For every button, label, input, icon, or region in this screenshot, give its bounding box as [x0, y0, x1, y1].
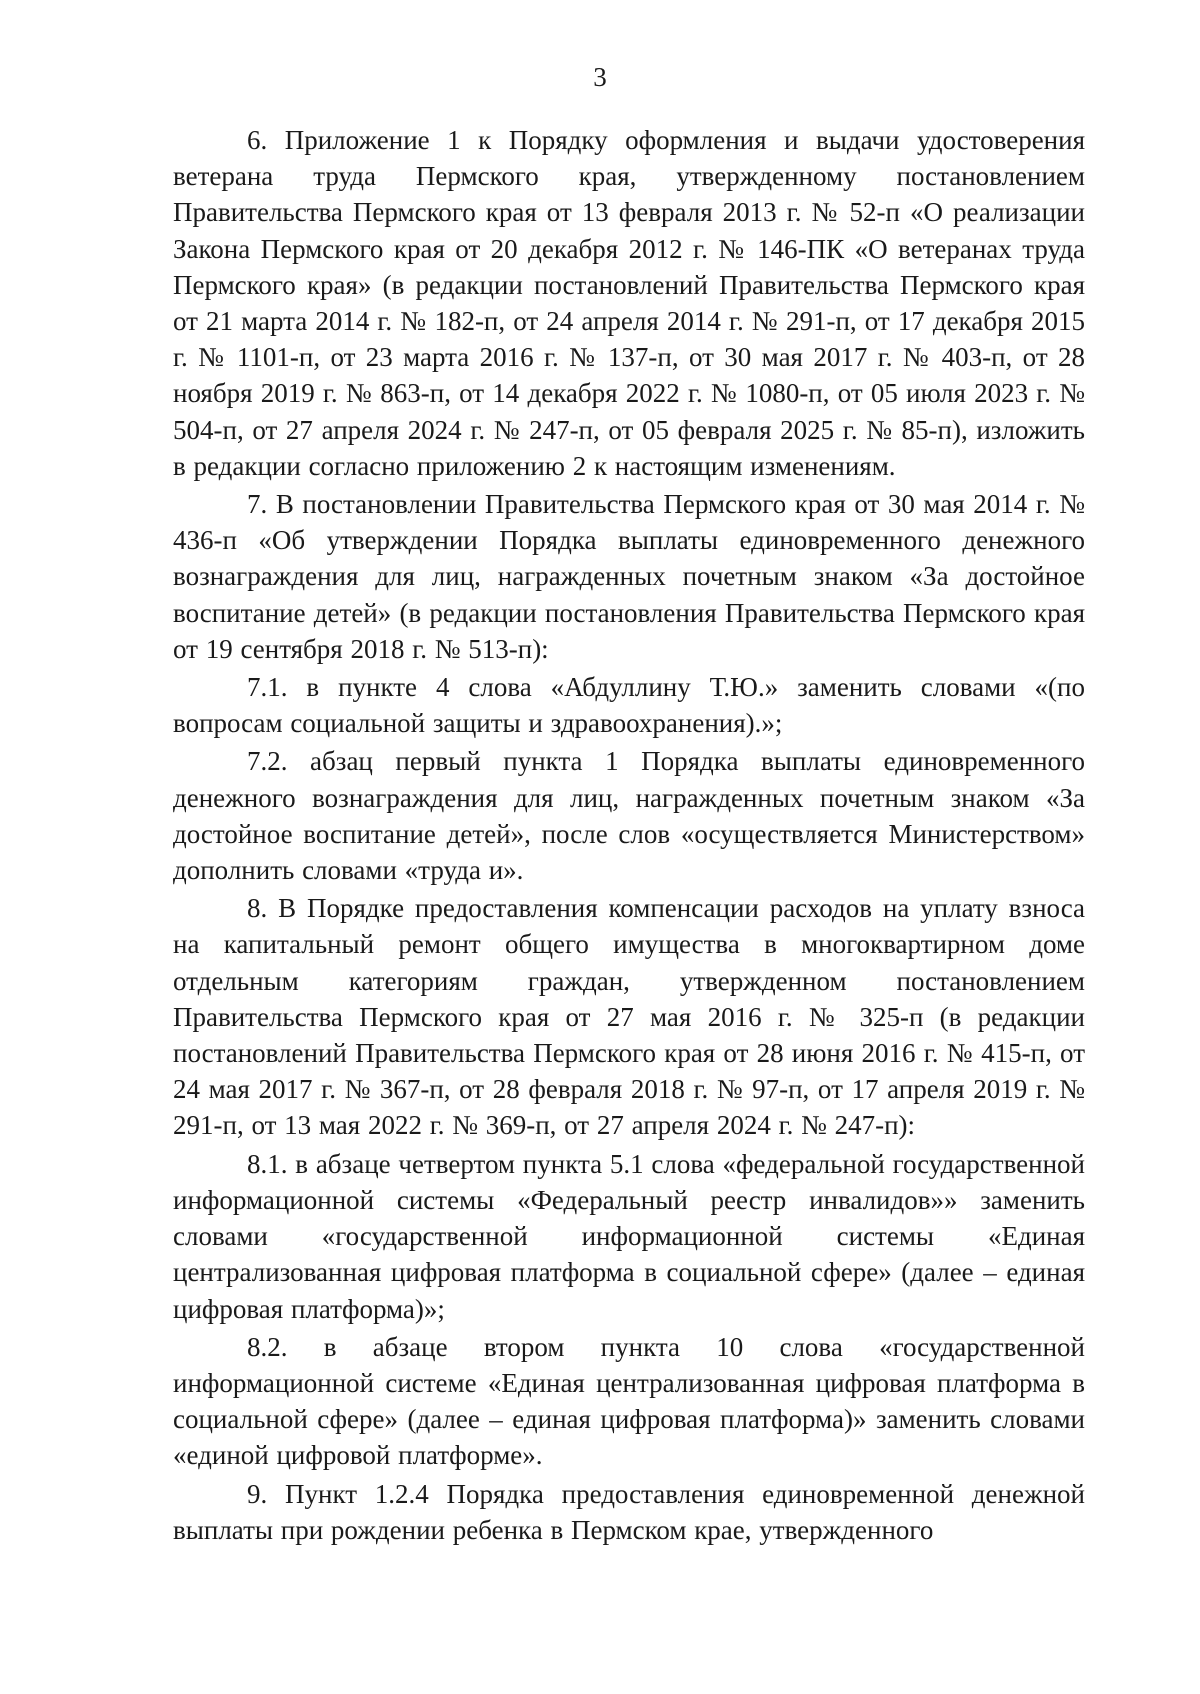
paragraph-9: 9. Пункт 1.2.4 Порядка предоставления единовременной денежной выплаты при рождении ребенка в Пермском крае, утвержденного [173, 1478, 1085, 1545]
paragraph-8-1: 8.1. в абзаце четвертом пункта 5.1 слова «федеральной государственной информационной системы «Федеральный реестр инвалидов»» заменить словами «государственной информационной системы «Единая централизованная цифровая платформа в социальной сфере» (далее – единая цифровая платформа)»; [173, 1148, 1085, 1324]
paragraph-7-2: 7.2. абзац первый пункта 1 Порядка выплаты единовременного денежного вознаграждения для лиц, награжденных почетным знаком «За достойное воспитание детей», после слов «осуществляется Министерством» дополнить словами «труда и». [173, 746, 1085, 886]
paragraph-8-2: 8.2. в абзаце втором пункта 10 слова «государственной информационной системе «Единая централизованная цифровая платформа в социальной сфере» (далее – единая цифровая платформа)» заменить словами «единой цифровой платформе». [173, 1331, 1085, 1471]
paragraph-8: 8. В Порядке предоставления компенсации расходов на уплату взноса на капитальный ремонт общего имущества в многоквартирном доме отдельным категориям граждан, утвержденном постановлением Правительства Пермского края от 27 мая 2016 г. № 325-п (в редакции постановлений Правительства Пермского края от 28 июня 2016 г. № 415-п, от 24 мая 2017 г. № 367-п, от 28 февраля 2018 г. № 97-п, от 17 апреля 2019 г. № 291-п, от 13 мая 2022 г. № 369-п, от 27 апреля 2024 г. № 247-п): [173, 893, 1085, 1141]
document-body [173, 122, 1085, 1550]
paragraph-7-1: 7.1. в пункте 4 слова «Абдуллину Т.Ю.» заменить словами «(по вопросам социальной защиты и здравоохранения).»; [173, 672, 1085, 739]
paragraph-7: 7. В постановлении Правительства Пермского края от 30 мая 2014 г. № 436-п «Об утверждении Порядка выплаты единовременного денежного вознаграждения для лиц, награжденных почетным знаком «За достойное воспитание детей» (в редакции постановления Правительства Пермского края от 19 сентября 2018 г. № 513-п): [173, 489, 1085, 664]
paragraph-6: 6. Приложение 1 к Порядку оформления и выдачи удостоверения ветерана труда Пермского края, утвержденному постановлением Правительства Пермского края от 13 февраля 2013 г. № 52-п «О реализации Закона Пермского края от 20 декабря 2012 г. № 146-ПК «О ветеранах труда Пермского края» (в редакции постановлений Правительства Пермского края от 21 марта 2014 г. № 182-п, от 24 апреля 2014 г. № 291-п, от 17 декабря 2015 г. № 1101-п, от 23 марта 2016 г. № 137-п, от 30 мая 2017 г. № 403-п, от 28 ноября 2019 г. № 863-п, от 14 декабря 2022 г. № 1080-п, от 05 июля 2023 г. № 504-п, от 27 апреля 2024 г. № 247-п, от 05 февраля 2025 г. № 85-п), изложить в редакции согласно приложению 2 к настоящим изменениям. [173, 125, 1085, 481]
page-number: 3 [593, 62, 607, 92]
